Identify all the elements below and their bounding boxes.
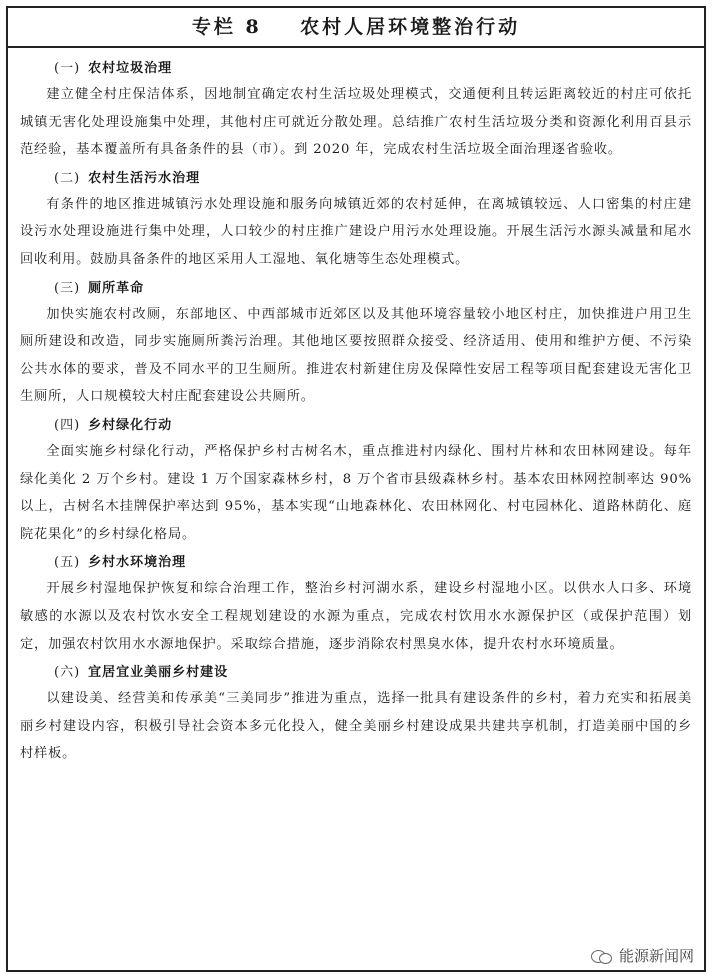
section-heading <box>54 662 692 684</box>
section-5 <box>20 552 692 658</box>
section-3 <box>20 278 692 411</box>
section-6 <box>20 662 692 768</box>
watermark <box>591 945 694 966</box>
section-title: 农村生活污水治理 <box>88 170 201 186</box>
section-paragraph: 开展乡村湿地保护恢复和综合治理工作，整治乡村河湖水系，建设乡村湿地小区。以供水人口多、环境敏感的水源以及农村饮水安全工程规划建设的水源为重点，完成农村饮用水水源保护区（或保护范围）划定，加强农村饮用水水源地保护。采取综合措施，逐步消除农村黑臭水体，提升农村水环境质量。 <box>20 581 692 652</box>
section-title: 农村垃圾治理 <box>88 61 173 76</box>
section-paragraph: 以建设美、经营美和传承美“三美同步”推进为重点，选择一批具有建设条件的乡村，着力充实和拓展美丽乡村建设内容，积极引导社会资本多元化投入，健全美丽乡村建设成果共建共享机制，打造美丽中国的乡村样板。 <box>20 691 692 762</box>
section-number: (一) <box>54 61 81 76</box>
section-title: 乡村绿化行动 <box>88 417 173 433</box>
section-number: (四) <box>54 417 81 433</box>
column-content <box>20 54 692 772</box>
section-number: (二) <box>54 170 81 186</box>
wechat-icon <box>591 948 613 964</box>
column-box <box>6 6 706 972</box>
section-paragraph: 建立健全村庄保洁体系，因地制宜确定农村生活垃圾处理模式，交通便利且转运距离较近的村庄可依托城镇无害化处理设施集中处理，其他村庄可就近分散处理。总结推广农村生活垃圾分类和资源化利用百县示范经验，基本覆盖所有具备条件的县（市）。到 2020 年，完成农村生活垃圾全面治理逐省验收。 <box>20 87 692 158</box>
section-heading <box>54 278 692 300</box>
section-paragraph: 全面实施乡村绿化行动，严格保护乡村古树名木，重点推进村内绿化、围村片林和农田林网建设。每年绿化美化 2 万个乡村。建设 1 万个国家森林乡村，8 万个省市县级森林乡村。基本农田林网控制率达 90%以上，古树名木挂牌保护率达到 95%，基本实现“山地森林化、农田林网化、村屯园林化、道路林荫化、庭院花果化”的乡村绿化格局。 <box>20 443 692 542</box>
section-number: (六) <box>54 665 81 681</box>
section-heading <box>54 552 692 574</box>
section-title: 宜居宜业美丽乡村建设 <box>88 665 229 681</box>
section-title: 乡村水环境治理 <box>88 555 187 571</box>
section-heading <box>54 168 692 190</box>
section-title: 厕所革命 <box>88 280 145 296</box>
section-paragraph: 加快实施农村改厕，东部地区、中西部城市近郊区以及其他环境容量较小地区村庄，加快推进户用卫生厕所建设和改造，同步实施厕所粪污治理。其他地区要按照群众接受、经济适用、使用和维护方便、不污染公共水体的要求，普及不同水平的卫生厕所。推进农村新建住房及保障性安居工程等项目配套建设无害化卫生厕所，人口规模较大村庄配套建设公共厕所。 <box>20 306 692 405</box>
section-heading <box>54 58 692 80</box>
section-1 <box>20 58 692 164</box>
section-4 <box>20 415 692 548</box>
section-number: (五) <box>54 555 81 571</box>
watermark-text: 能源新闻网 <box>618 947 694 965</box>
section-2 <box>20 168 692 274</box>
column-title: 专栏 8 农村人居环境整治行动 <box>8 8 704 48</box>
section-heading <box>54 415 692 437</box>
section-number: (三) <box>54 280 81 296</box>
section-paragraph: 有条件的地区推进城镇污水处理设施和服务向城镇近郊的农村延伸，在离城镇较远、人口密集的村庄建设污水处理设施进行集中处理，人口较少的村庄推广建设户用污水处理设施。开展生活污水源头减量和尾水回收利用。鼓励具备条件的地区采用人工湿地、氧化塘等生态处理模式。 <box>20 196 692 267</box>
